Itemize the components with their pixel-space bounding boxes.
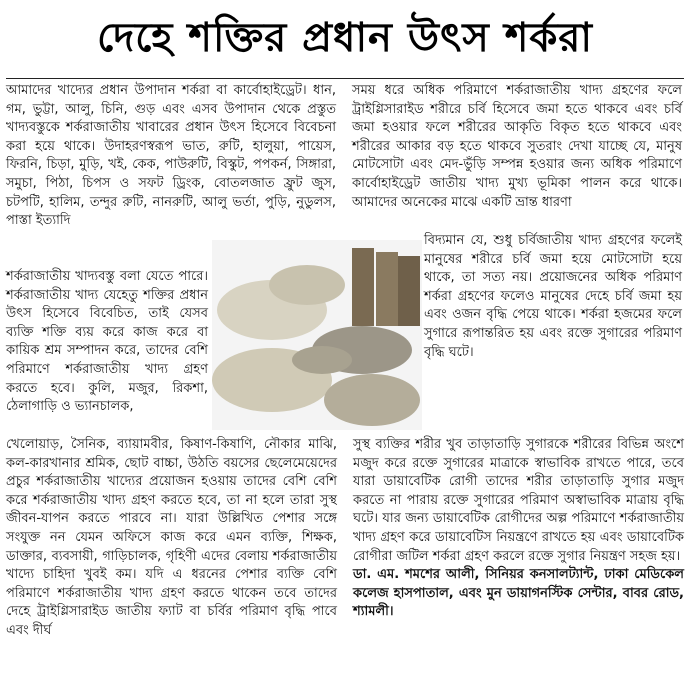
left-bottom-paragraph: খেলোয়াড়, সৈনিক, ব্যায়ামবীর, কিষাণ-কিষাণি, নৌকার মাঝি, কল-কারখানার শ্রমিক, ছোট বাচ্চা, উঠতি বয়সের ছেলেমেয়েদের প্রচুর শর্করাজাতীয় খাদ্যের প্রয়োজন হওয়ায় তাদের বেশি বেশি করে শর্করাজাতীয় খাদ্য গ্রহণ করতে হবে, তা না হলে তারা সুস্থ জীবন-যাপন করতে পারবে না। যারা উল্লিখিত পেশার সঙ্গে সংযুক্ত নন যেমন অফিসে কাজ করে এমন ব্যক্তি, শিক্ষক, ডাক্তার, ব্যবসায়ী, গাড়িচালক, গৃহিণী এদের বেলায় শর্করাজাতীয় খাদ্যে চাহিদা খুবই কম। যদি এ ধরনের পেশার ব্যক্তি বেশি পরিমাণে শর্করাজাতীয় খাদ্য গ্রহণ করতে থাকেন তবে তাদের দেহে ট্রাইগ্লিসারাইড জাতীয় ফ্যাট বা চর্বির পরিমাণ বৃদ্ধি পাবে এবং দীর্ঘ — [6, 437, 337, 638]
author-byline: ডা. এম. শমশের আলী, সিনিয়র কনসালট্যান্ট, ঢাকা মেডিকেল কলেজ হাসপাতাল, এবং মুন ডায়াগনস্টিক সেন্টার, বাবর রোড, শ্যামলী। — [353, 567, 684, 620]
food-grains-illustration — [212, 240, 422, 430]
right-top-paragraph: সময় ধরে অধিক পরিমাণে শর্করাজাতীয় খাদ্য গ্রহণের ফলে ট্রাইগ্লিসারাইড শরীরে চর্বি হিসেবে জমা হতে থাকবে এবং চর্বি জমা হওয়ার ফলে শরীরের আকৃতি বিকৃত হতে থাকবে এবং শরীরের আকার বড় হতে থাকবে সুতরাং দেখা যাচ্ছে যে, মানুষ মোটসোটা এবং মেদ-ভুঁড়ি সম্পন্ন হওয়ার জন্য অধিক পরিমাণে কার্বোহাইড্রেট জাতীয় খাদ্য মুখ্য ভূমিকা পালন করে থাকে। আমাদের অনেকের মাঝে একটি ভ্রান্ত ধারণা — [352, 83, 682, 210]
headline-rule — [6, 78, 684, 79]
lentil-pile — [292, 346, 352, 374]
left-column-mid — [6, 268, 208, 417]
noodle-pile — [269, 265, 345, 305]
bread-slice-1 — [352, 248, 374, 326]
right-mid-paragraph: বিদ্যমান যে, শুধু চর্বিজাতীয় খাদ্য গ্রহণের ফলেই মানুষের শরীরে চর্বি জমা হয়ে মোটসোটা হয়ে থাকে, তা সত্য নয়। প্রয়োজনের অধিক পরিমাণ শর্করা গ্রহণের ফলেও মানুষের দেহে চর্বি জমা হয় এবং ওজন বৃদ্ধি পেয়ে থাকে। শর্করা হজমের ফলে সুগারে রূপান্তরিত হয় এবং রক্তে সুগারের পরিমাণ বৃদ্ধি ঘটে। — [424, 233, 682, 360]
right-bottom-paragraph: সুস্থ ব্যক্তির শরীর খুব তাড়াতাড়ি সুগারকে শরীরের বিভিন্ন অংশে মজুদ করে রক্তে সুগারের মাত্রাকে স্বাভাবিক রাখতে পারে, তবে যারা ডায়াবেটিক রোগী তাদের শরীর তাড়াতাড়ি সুগার মজুদ করতে না পারায় রক্তে সুগারের পরিমাণ অস্বাভাবিক মাত্রায় বৃদ্ধি ঘটে। যার জন্য ডায়াবেটিক রোগীদের অল্প পরিমাণে শর্করাজাতীয় খাদ্য গ্রহণ করে ডায়াবেটিস নিয়ন্ত্রণে রাখতে হয় এবং ডায়াবেটিক রোগীরা জটিল শর্করা গ্রহণ করলে রক্তে সুগার নিয়ন্ত্রণ সহজ হয়। — [353, 437, 684, 564]
left-column-top — [6, 82, 336, 231]
bread-slice-2 — [376, 252, 398, 326]
grain-pile-2 — [324, 374, 420, 426]
left-top-paragraph: আমাদের খাদ্যের প্রধান উপাদান শর্করা বা কার্বোহাইড্রেট। ধান, গম, ভুট্টা, আলু, চিনি, গুড় এবং এসব উপাদান থেকে প্রস্তুত খাদ্যবস্তুকে শর্করাজাতীয় খাবারের প্রধান উৎস হিসেবে বিবেচনা করা হয়ে থাকে। উদাহরণস্বরূপ ভাত, রুটি, হালুয়া, পায়েস, ফিরনি, চিড়া, মুড়ি, খই, কেক, পাউরুটি, বিস্কুট, পপকর্ন, সিঙ্গারা, সমুচা, পিঠা, চিপস ও সফট ড্রিংক, বোতলজাত ফ্রুট জুস, চটপটি, হালিম, তন্দুর রুটি, নানরুটি, আলু ভর্তা, পুড়ি, নুডুলস, পাস্তা ইত্যাদি — [6, 83, 336, 229]
left-mid-paragraph: শর্করাজাতীয় খাদ্যবস্তু বলা যেতে পারে। শর্করাজাতীয় খাদ্য যেহেতু শক্তির প্রধান উৎস হিসেবে বিবেচিত, তাই যেসব ব্যক্তি শক্তি ব্যয় করে কাজ করে বা কায়িক শ্রম সম্পাদন করে, তাদের বেশি পরিমাণে শর্করাজাতীয় খাদ্য গ্রহণ করতে হবে। কুলি, মজুর, রিকশা, ঠেলাগাড়ি ও ভ্যানচালক, — [6, 269, 208, 415]
bottom-columns — [6, 436, 684, 641]
food-grains-photo — [212, 240, 422, 430]
bread-slice-3 — [398, 256, 420, 326]
article-headline: দেহে শক্তির প্রধান উৎস শর্করা — [97, 14, 593, 61]
right-column-top — [352, 82, 682, 212]
right-column-mid — [424, 232, 682, 362]
